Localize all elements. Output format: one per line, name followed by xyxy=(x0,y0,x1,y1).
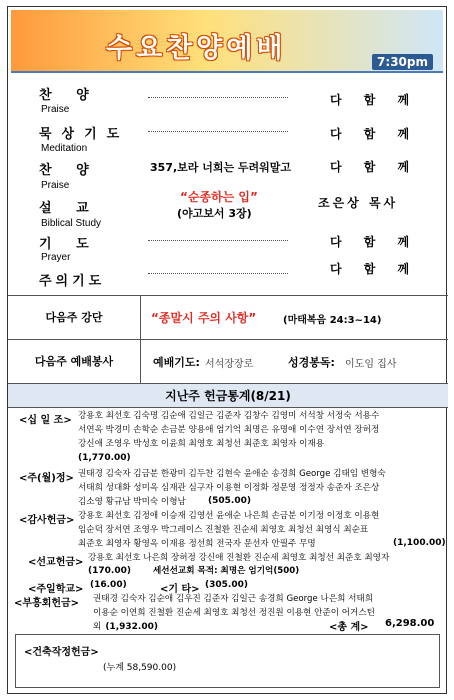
order-sublabel: Praise xyxy=(41,104,70,115)
dotted-line xyxy=(148,273,288,274)
order-label: 주의기도 xyxy=(39,274,106,289)
next-sermon-title: “종말시 주의 사항” xyxy=(151,311,257,325)
tithe-names: 강용호 최선호 김숙명 김순애 김일근 김준자 김창수 김영미 서석창 서정숙 서용수 서연옥 박경미 손학순 손금분 양용애 엄기억 최명은 유명애 이수연 장서연 장허정 강신애 조영우 박성호 이윤희 최영호 최청선 최준호 최영자 이재용 xyxy=(78,411,380,449)
order-sublabel: Meditation xyxy=(41,143,88,154)
dotted-line xyxy=(148,240,288,241)
next-service-label: 다음주 예배봉사 xyxy=(8,339,141,383)
weekly-names: 권태경 김숙자 김금분 한광미 김두찬 김현숙 윤애순 송경희 George 김태임 변형숙 서태희 성대화 성미옥 심재관 심구자 이용현 이정화 정문영 정정자 송준자 조은상 김소영 황규남 박미숙 이형남 xyxy=(78,469,386,507)
order-label: 묵상기도 xyxy=(39,127,130,142)
thanks-amount: (1,100.00) xyxy=(393,538,446,548)
other-label: <기 타> xyxy=(160,584,200,595)
header-banner xyxy=(11,10,443,73)
building-amount: (누계 58,590.00) xyxy=(103,663,177,673)
prayer-label: 예배기도: xyxy=(153,356,200,369)
weekly-amount: (505.00) xyxy=(208,496,251,506)
thanks-names: 강용호 최선호 김정애 이승재 김영선 윤애순 나은희 손금분 이기정 이정호 이용현 임순덕 장서연 조영우 박그레이스 진철환 진순세 최영호 최청선 최영식 최순표 최준호 최영자 황영옥 이재용 정선희 전국자 문선자 안필주 무명 xyxy=(78,511,380,549)
weekly-label: <주(월)정> xyxy=(19,473,74,484)
mission-amount: (170.00) xyxy=(88,566,131,576)
next-sermon-reference: (마태복음 24:3~14) xyxy=(283,315,382,326)
sunday-school-amount: (16.00) xyxy=(90,580,127,590)
revival-label: <부흥회헌금> xyxy=(14,598,80,609)
next-sermon-label: 다음주 강단 xyxy=(8,295,141,339)
total-amount: 6,298.00 xyxy=(385,618,435,629)
order-leader: 다 함 께 xyxy=(330,262,419,276)
reading-label: 성경봉독: xyxy=(288,356,335,369)
total-label: <총 계> xyxy=(329,622,369,633)
order-sublabel: Biblical Study xyxy=(41,218,102,229)
order-leader: 다 함 께 xyxy=(330,127,419,141)
prayer-name: 서석장장로 xyxy=(205,359,254,370)
order-leader: 조은상 목사 xyxy=(318,196,399,210)
revival-names: 권태경 김숙자 김순애 김우진 김준자 김일근 송경희 George 나은희 서태희 이용순 이연희 진철환 진순세 최영호 최청선 정진원 이용현 안준이 어거스틴 외 (1,932.00) xyxy=(93,594,375,632)
order-leader: 다 함 께 xyxy=(330,235,419,249)
tithe-amount: (1,770.00) xyxy=(78,453,131,463)
mission-note: 세선선교회 목적: 최명은 엄기억(500) xyxy=(153,566,300,576)
building-pledge-box xyxy=(15,634,440,688)
order-leader: 다 함 께 xyxy=(330,160,419,174)
thanks-label: <감사헌금> xyxy=(19,515,75,526)
service-time: 7:30pm xyxy=(372,54,433,70)
order-of-service xyxy=(8,73,448,295)
bulletin-page xyxy=(7,6,447,694)
other-amount: (305.00) xyxy=(205,580,248,590)
mission-label: <선교헌금> xyxy=(28,557,84,568)
hymn-number: 357,보라 너희는 두려워말고 xyxy=(150,161,292,174)
mission-names: 강용호 최선호 나은희 장허정 강신애 진철환 진순세 최영호 최청선 최준호 최영자 xyxy=(88,553,390,563)
dotted-line xyxy=(148,131,288,132)
building-label: <건축작정헌금> xyxy=(24,647,99,658)
order-sublabel: Praise xyxy=(41,180,70,191)
tithe-label: <십 일 조> xyxy=(19,415,72,426)
sunday-school-label: <주일학교> xyxy=(28,584,84,595)
sermon-reference: (야고보서 3장) xyxy=(177,207,252,220)
order-label: 찬 양 xyxy=(39,163,99,178)
offering-heading: 지난주 헌금통계(8/21) xyxy=(8,383,448,408)
order-sublabel: Prayer xyxy=(41,252,71,263)
revival-amount: (1,932.00) xyxy=(105,622,158,632)
page-title: 수요찬양예배 xyxy=(106,33,287,64)
dotted-line xyxy=(148,97,288,98)
reading-name: 이도임 집사 xyxy=(345,359,397,370)
sermon-title: “순종하는 입” xyxy=(180,190,258,204)
order-label: 기 도 xyxy=(39,237,99,252)
order-label: 설 교 xyxy=(39,201,99,216)
order-label: 찬 양 xyxy=(39,88,99,103)
order-leader: 다 함 께 xyxy=(330,93,419,107)
